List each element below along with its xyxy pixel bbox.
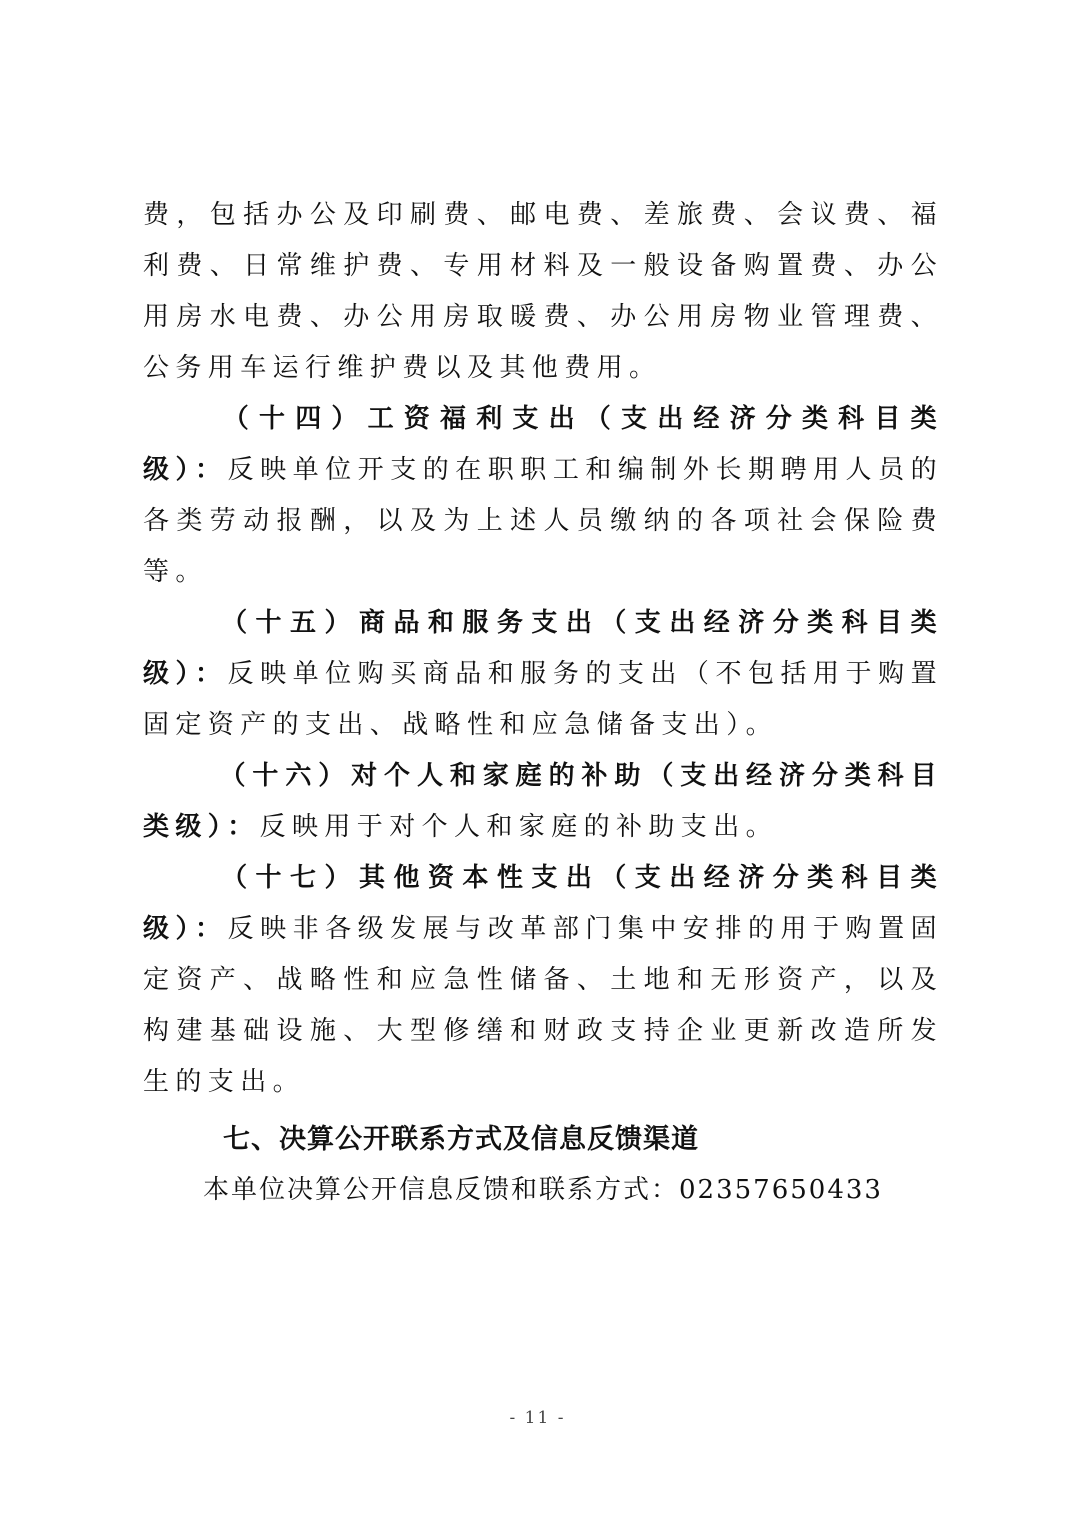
- paragraph-heading: （十七）其他资本性支出（支出经济分类科目类级）：: [143, 863, 943, 944]
- paragraph-heading: （十四）工资福利支出（支出经济分类科目类级）：: [143, 404, 943, 485]
- paragraph-body: 反映非各级发展与改革部门集中安排的用于购置固定资产、战略性和应急性储备、土地和无形资产，以及构建基础设施、大型修缮和财政支持企业更新改造所发生的支出。: [143, 914, 943, 1097]
- page-content: [143, 190, 943, 1215]
- paragraph-body: 反映用于对个人和家庭的补助支出。: [259, 812, 779, 842]
- page-number: - 11 -: [509, 1408, 566, 1428]
- paragraph-body: 反映单位开支的在职职工和编制外长期聘用人员的各类劳动报酬，以及为上述人员缴纳的各项社会保险费等。: [143, 455, 943, 587]
- paragraph-item-16: [143, 751, 943, 853]
- paragraph-goods-continued: [143, 190, 943, 394]
- paragraph-item-14: [143, 394, 943, 598]
- paragraph-body: 反映单位购买商品和服务的支出（不包括用于购置固定资产的支出、战略性和应急储备支出）。: [143, 659, 943, 740]
- contact-line: 本单位决算公开信息反馈和联系方式：02357650433: [203, 1175, 883, 1205]
- paragraph-item-15: [143, 598, 943, 751]
- paragraph-heading: （十五）商品和服务支出（支出经济分类科目类级）：: [143, 608, 943, 689]
- paragraph-item-17: [143, 853, 943, 1108]
- paragraph-body: 费，包括办公及印刷费、邮电费、差旅费、会议费、福利费、日常维护费、专用材料及一般设备购置费、办公用房水电费、办公用房取暖费、办公用房物业管理费、公务用车运行维护费以及其他费用。: [143, 200, 943, 383]
- section-title: 七、决算公开联系方式及信息反馈渠道: [223, 1124, 699, 1155]
- paragraph-heading: （十六）对个人和家庭的补助（支出经济分类科目类级）：: [143, 761, 943, 842]
